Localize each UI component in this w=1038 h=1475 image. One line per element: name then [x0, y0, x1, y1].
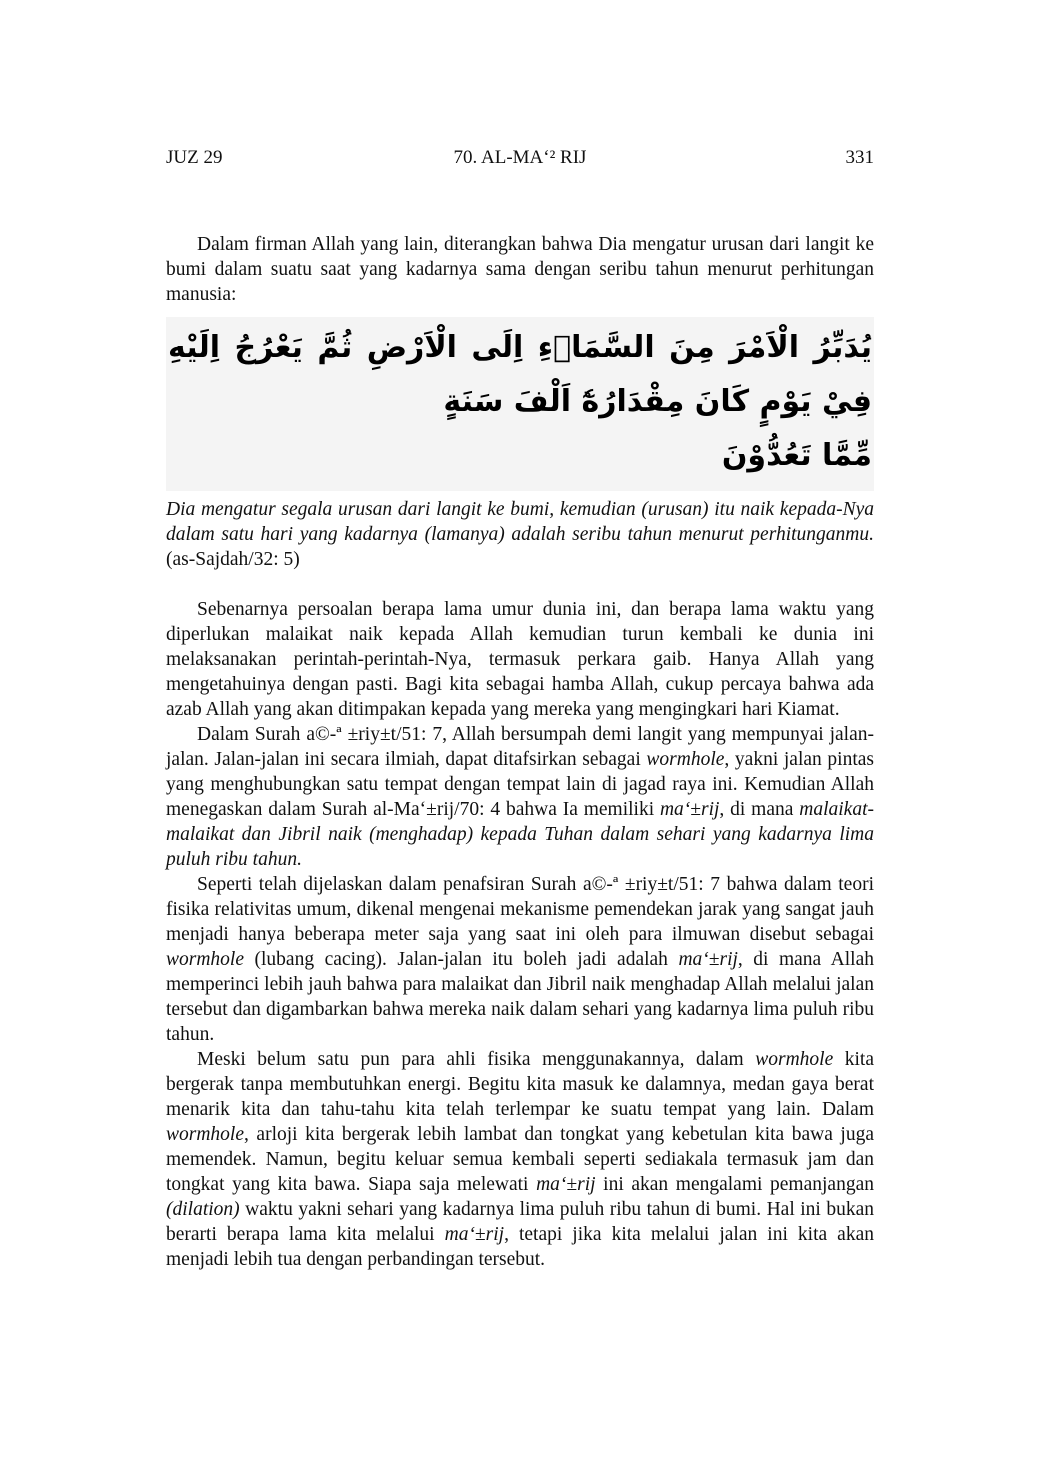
verse-translation [166, 497, 874, 572]
arabic-verse [166, 317, 874, 491]
juz-label: JUZ 29 [166, 147, 223, 168]
arabic-line-2: مِّمَّا تَعُدُّوْنَ [721, 438, 872, 473]
italic-term: ma‘±rij [536, 1174, 596, 1195]
text-run: , di mana [719, 799, 800, 820]
italic-term: (dilation) [166, 1199, 240, 1220]
translation-reference: (as-Sajdah/32: 5) [166, 549, 300, 570]
italic-term: ma‘±rij [659, 799, 720, 820]
text-run: , yakni jalan pintas yang menghubungkan satu tempat dengan tempat lain di jagad raya ini. Kemudian Allah menegaskan dalam Surah al-Ma‘±rij/70: 4 bahwa Ia memiliki [166, 749, 874, 820]
italic-term: ma‘±rij [444, 1224, 505, 1245]
paragraph-4 [166, 1047, 874, 1272]
text-run: Dalam Surah a©-ª ±riy±t/51: 7, Allah bersumpah demi langit yang mempunyai jalan-jalan. Jalan-jalan ini secara ilmiah, dapat ditafsirkan sebagai [166, 724, 874, 770]
paragraph-1: Sebenarnya persoalan berapa lama umur dunia ini, dan berapa lama waktu yang diperlukan malaikat naik kepada Allah kemudian turun kembali ke dunia ini melaksanakan perintah-perintah-Nya, termasuk perkara gaib. Hanya Allah yang mengetahuinya dengan pasti. Bagi kita sebagai hamba Allah, cukup percaya bahwa ada azab Allah yang akan ditimpakan kepada yang mereka yang mengingkari hari Kiamat. [166, 599, 874, 720]
text-run: , arloji kita bergerak lebih lambat dan tongkat yang kebetulan kita bawa juga memendek. Namun, begitu keluar semua kembali seperti sediakala termasuk jam dan tongkat yang kita bawa. Siapa saja melewati [166, 1124, 874, 1195]
text-run: Meski belum satu pun para ahli fisika menggunakannya, dalam [197, 1049, 756, 1070]
paragraph-3 [166, 872, 874, 1047]
italic-term: wormhole [166, 949, 244, 970]
italic-term: wormhole [166, 1124, 244, 1145]
text-run: waktu yakni sehari yang kadarnya lima puluh ribu tahun di bumi. Hal ini bukan berarti berapa lama kita melalui [166, 1199, 874, 1245]
intro-paragraph: Dalam firman Allah yang lain, diterangkan bahwa Dia mengatur urusan dari langit ke bumi dalam suatu saat yang kadarnya sama dengan seribu tahun menurut perhitungan manusia: [166, 234, 874, 305]
arabic-line-1: يُدَبِّرُ الْاَمْرَ مِنَ السَّمَاۤءِ اِلَى الْاَرْضِ ثُمَّ يَعْرُجُ اِلَيْهِ فِيْ يَوْمٍ كَانَ مِقْدَارُهٗٓ اَلْفَ سَنَةٍ [168, 330, 872, 419]
text-run: kita bergerak tanpa membutuhkan energi. Begitu kita masuk ke dalamnya, medan gaya berat menarik kita dan tahu-tahu kita telah terlempar ke suatu tempat yang lain. Dalam [166, 1049, 875, 1120]
text-run: (lubang cacing). Jalan-jalan itu boleh jadi adalah [244, 949, 679, 970]
surah-title: 70. AL-MA‘² RIJ [453, 147, 587, 168]
page-number: 331 [845, 147, 874, 168]
text-run: Seperti telah dijelaskan dalam penafsiran Surah a©-ª ±riy±t/51: 7 bahwa dalam teori fisika relativitas umum, dikenal mengenai mekanisme pemendekan jarak yang sangat jauh menjadi hanya beberapa meter saja yang saat ini oleh para ilmuwan disebut sebagai [166, 874, 874, 945]
italic-term: wormhole [755, 1049, 834, 1070]
text-run: , tetapi jika kita melalui jalan ini kita akan menjadi lebih tua dengan perbandingan tersebut. [166, 1224, 874, 1270]
paragraph-2 [166, 722, 874, 872]
italic-term: wormhole [646, 749, 725, 770]
italic-quote: malaikat-malaikat dan Jibril naik (menghadap) kepada Tuhan dalam sehari yang kadarnya lima puluh ribu tahun. [166, 799, 874, 870]
text-run: ini akan mengalami pemanjangan [595, 1174, 874, 1195]
translation-text: Dia mengatur segala urusan dari langit ke bumi, kemudian (urusan) itu naik kepada-Nya dalam satu hari yang kadarnya (lamanya) adalah seribu tahun menurut perhitunganmu. [166, 499, 874, 545]
page-body [166, 232, 874, 1272]
text-run: , di mana Allah memperinci lebih jauh bahwa para malaikat dan Jibril naik menghadap Allah melalui jalan tersebut dan digambarkan bahwa mereka naik dalam sehari yang kadarnya lima puluh ribu tahun. [166, 949, 874, 1045]
paragraph-spacer [166, 572, 874, 597]
italic-term: ma‘±rij [678, 949, 738, 970]
page-header [166, 147, 874, 175]
